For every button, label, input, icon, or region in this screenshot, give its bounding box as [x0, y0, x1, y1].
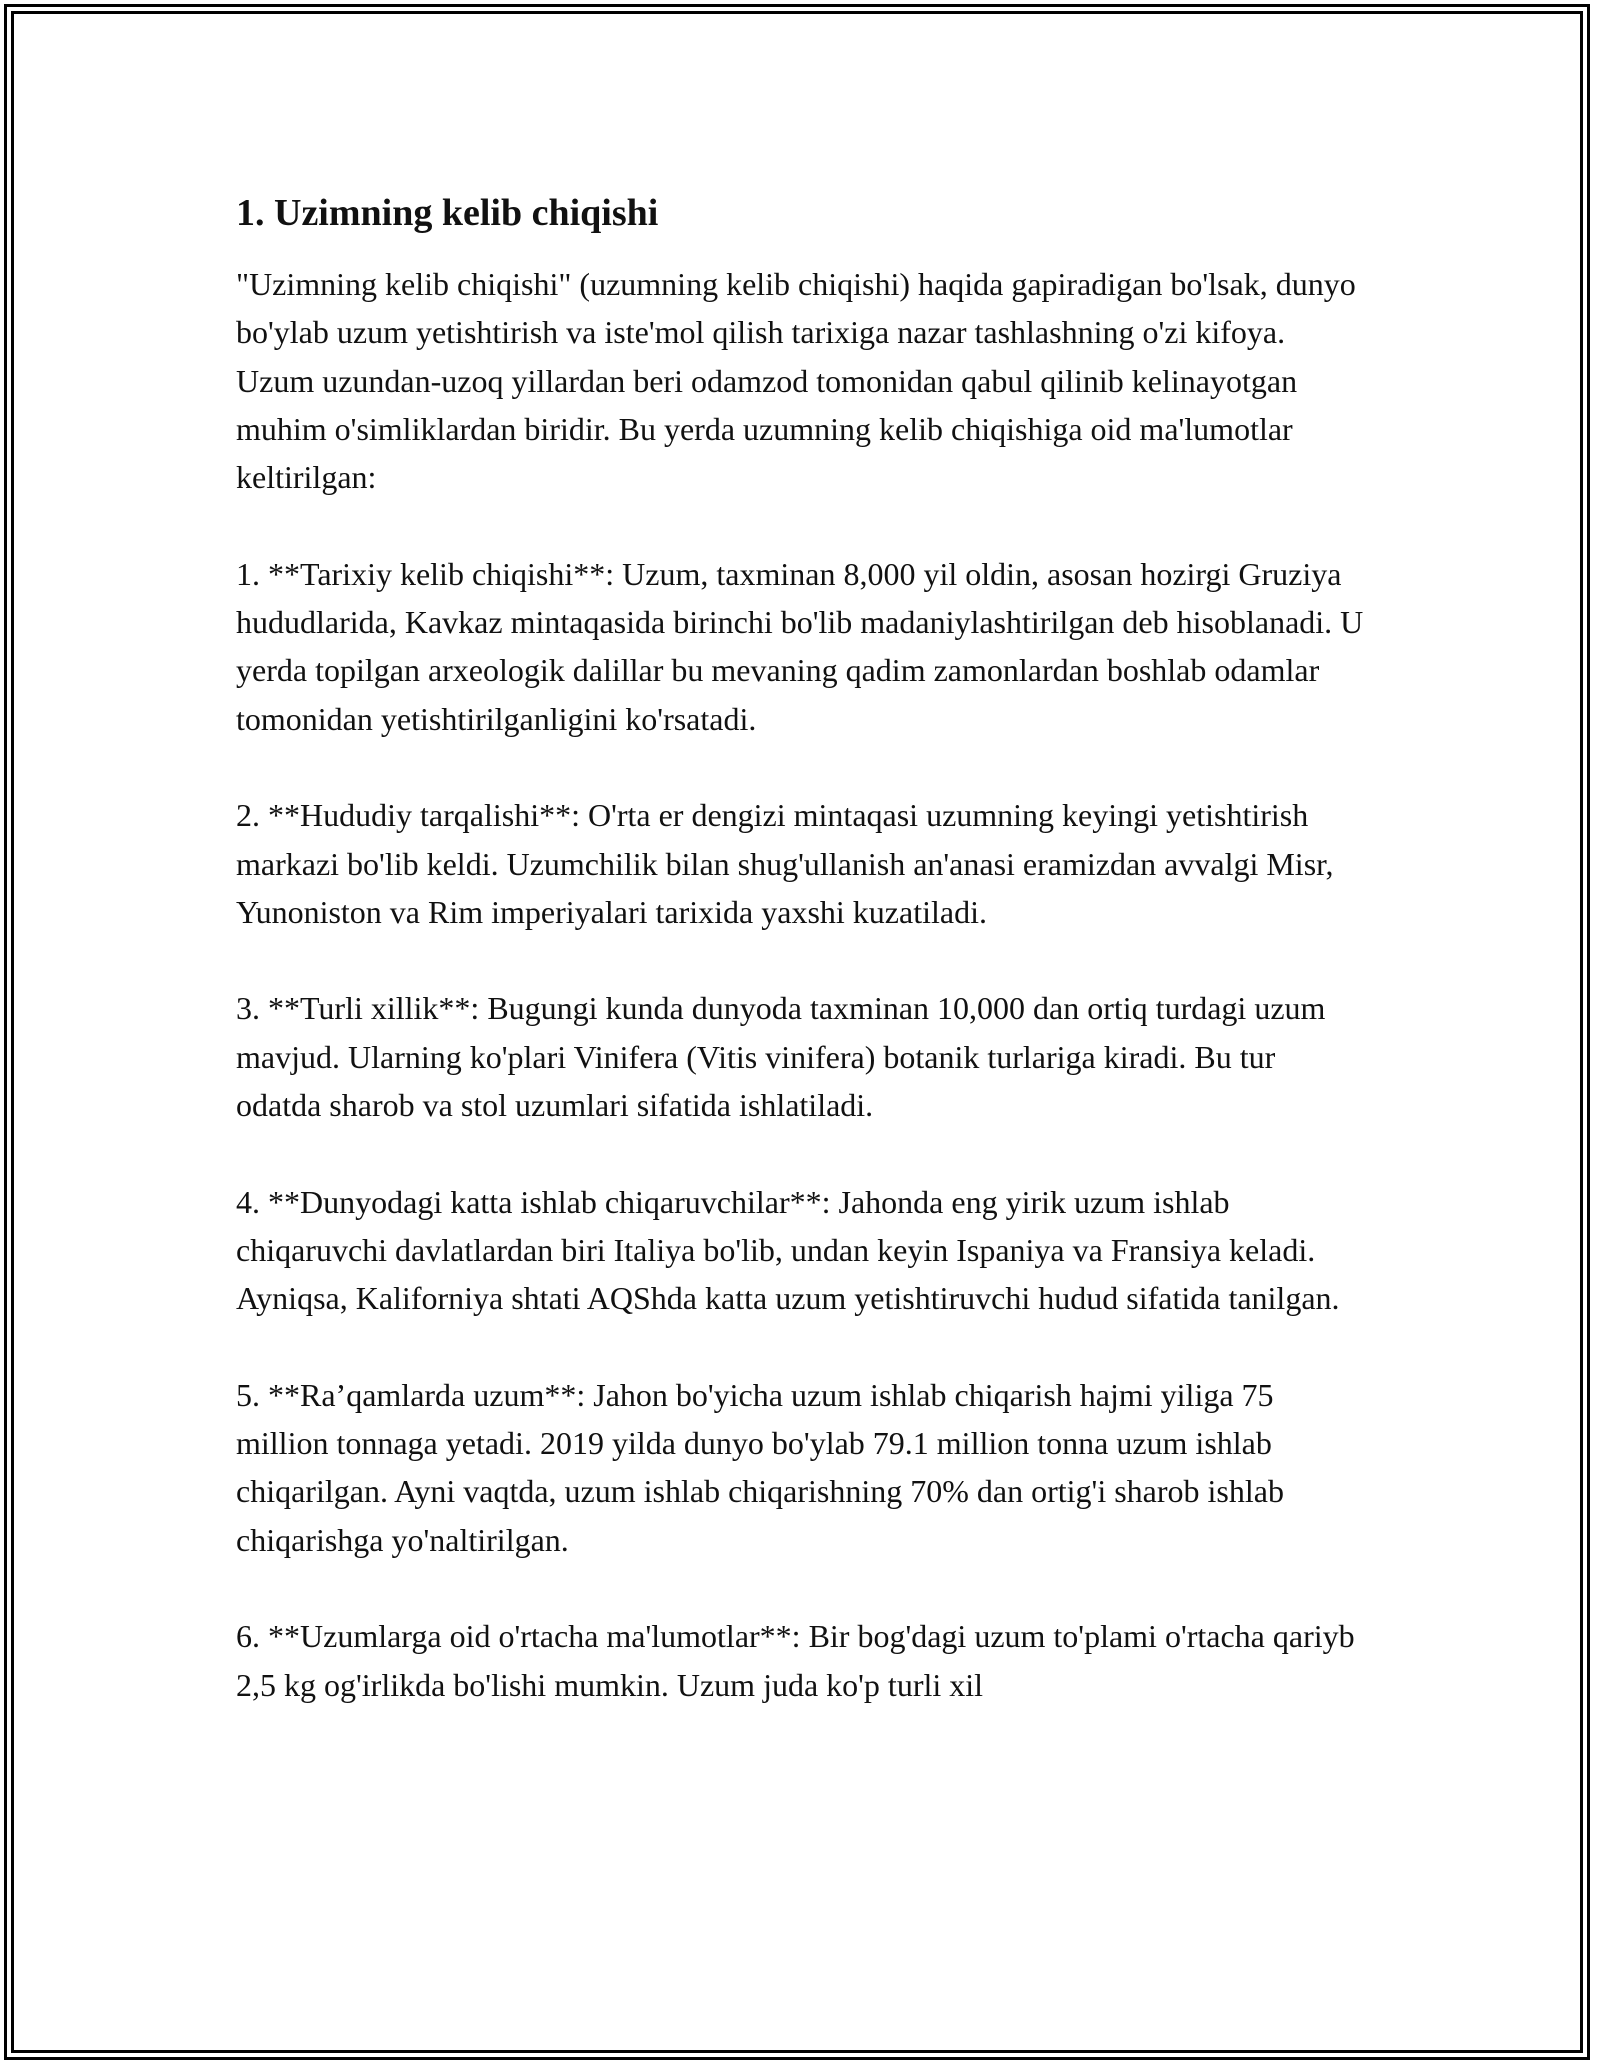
- list-item-historical-origin: 1. **Tarixiy kelib chiqishi**: Uzum, taxminan 8,000 yil oldin, asosan hozirgi Gruziya hududlarida, Kavkaz mintaqasida birinchi bo'lib madaniylashtirilgan deb hisoblanadi. U yerda topilgan arxeologik dalillar bu mevaning qadim zamonlardan boshlab odamlar tomonidan yetishtirilganligini ko'rsatadi.: [236, 555, 1364, 737]
- list-item-diversity: 3. **Turli xillik**: Bugungi kunda dunyoda taxminan 10,000 dan ortiq turdagi uzum mavjud. Ularning ko'plari Vinifera (Vitis vinifera) botanik turlariga kiradi. Bu tur odatda sharob va stol uzumlari sifatida ishlatiladi.: [236, 990, 1326, 1124]
- document-body: [236, 188, 1366, 1757]
- list-item-grape-numbers: 5. **Ra’qamlarda uzum**: Jahon bo'yicha uzum ishlab chiqarish hajmi yiliga 75 million tonnaga yetadi. 2019 yilda dunyo bo'ylab 79.1 million tonna uzum ishlab chiqarilgan. Ayni vaqtda, uzum ishlab chiqarishning 70% dan ortig'i sharob ishlab chiqarishga yo'naltirilgan.: [236, 1376, 1284, 1558]
- section-heading: 1. Uzimning kelib chiqishi: [236, 192, 659, 234]
- list-item-major-producers: 4. **Dunyodagi katta ishlab chiqaruvchilar**: Jahonda eng yirik uzum ishlab chiqaruvchi davlatlardan biri Italiya bo'lib, undan keyin Ispaniya va Fransiya keladi. Ayniqsa, Kaliforniya shtati AQShda katta uzum yetishtiruvchi hudud sifatida tanilgan.: [236, 1183, 1340, 1317]
- list-item-regional-spread: 2. **Hududiy tarqalishi**: O'rta er dengizi mintaqasi uzumning keyingi yetishtirish markazi bo'lib keldi. Uzumchilik bilan shug'ullanish an'anasi eramizdan avvalgi Misr, Yunoniston va Rim imperiyalari tarixida yaxshi kuzatiladi.: [236, 797, 1334, 930]
- intro-paragraph: "Uzimning kelib chiqishi" (uzumning kelib chiqishi) haqida gapiradigan bo'lsak, dunyo bo'ylab uzum yetishtirish va iste'mol qilish tarixiga nazar tashlashning o'zi kifoya. Uzum uzundan-uzoq yillardan beri odamzod tomonidan qabul qilinib kelinayotgan muhim o'simliklardan biridir. Bu yerda uzumning kelib chiqishiga oid ma'lumotlar keltirilgan:: [236, 266, 1356, 496]
- list-item-average-data: 6. **Uzumlarga oid o'rtacha ma'lumotlar**: Bir bog'dagi uzum to'plami o'rtacha qariyb 2,5 kg og'irlikda bo'lishi mumkin. Uzum juda ko'p turli xil: [236, 1618, 1355, 1703]
